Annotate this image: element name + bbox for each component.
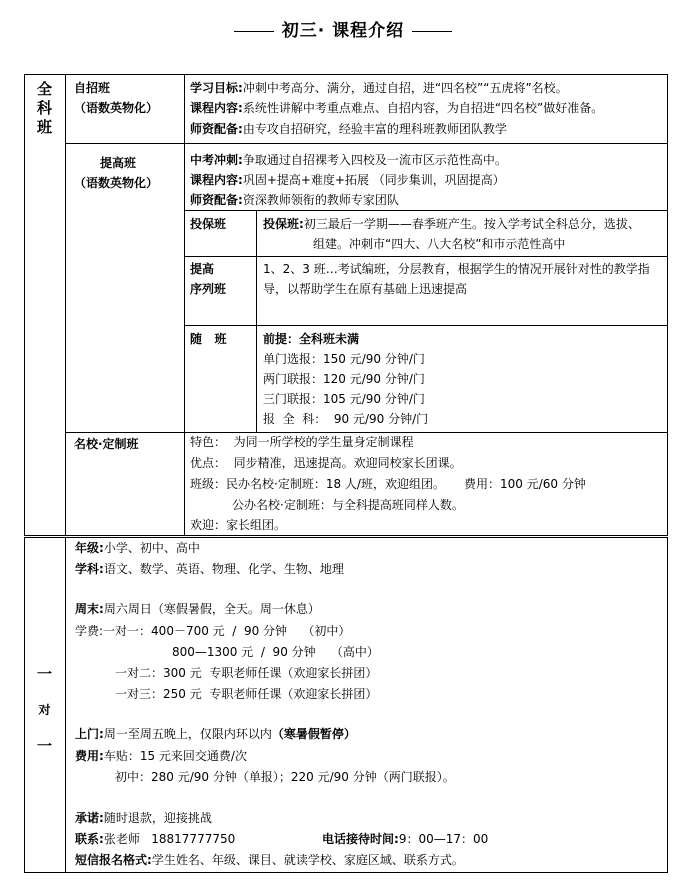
- suiban-label: 随 班: [190, 332, 227, 346]
- suiban-price: 三门联报：105 元/90 分钟/门: [263, 392, 425, 406]
- suiban-price: 单门选报：150 元/90 分钟/门: [263, 352, 425, 366]
- fee-line: 800—1300 元 / 90 分钟 （高中）: [172, 645, 379, 659]
- grade-line: 年级:小学、初中、高中: [75, 541, 200, 555]
- visit-line: 上门:周一至周五晚上，仅限内环以内（寒暑假暂停）: [75, 727, 356, 741]
- xulie-line1: 1、2、3 班…考试编班，分层教育，根据学生的情况开展针对性的教学指: [263, 262, 650, 276]
- category-char: 对: [38, 703, 51, 717]
- divider: [184, 325, 667, 326]
- promise-line: 承诺:随时退款，迎接挑战: [75, 811, 212, 825]
- hours-line: 电话接待时间:9：00—17：00: [322, 832, 489, 846]
- xulie-label-2: 序列班: [190, 282, 227, 296]
- divider: [256, 210, 257, 432]
- xulie-label-1: 提高: [190, 262, 215, 276]
- sms-line: 短信报名格式:学生姓名、年级、课目、就读学校、家庭区域、联系方式。: [75, 853, 464, 867]
- title-text: 初三· 课程介绍: [281, 21, 405, 41]
- suiban-price: 报 全 科： 90 元/90 分钟/门: [263, 412, 429, 426]
- dingzhi-line: 特色： 为同一所学校的学生量身定制课程: [190, 435, 414, 449]
- zizhao-teachers: 师资配备:由专攻自招研究，经验丰富的理科班教师团队教学: [190, 122, 507, 136]
- tigao-goal: 中考冲刺:争取通过自招裸考入四校及一流市区示范性高中。: [190, 153, 507, 167]
- toubao-line2: 组建。冲刺市“四大、八大名校”和市示范性高中: [313, 237, 566, 251]
- divider: [65, 537, 66, 873]
- tigao-subjects: （语数英物化）: [74, 176, 159, 190]
- weekend-line: 周末:周六周日（寒假暑假，全天。周一休息）: [75, 602, 320, 616]
- tigao-name: 提高班: [100, 156, 137, 170]
- fee-line: 一对三：250 元 专职老师任课（欢迎家长拼团）: [115, 687, 378, 701]
- toubao-line1: 投保班:初三最后一学期——春季班产生。按入学考试全科总分，选拔、: [263, 217, 640, 231]
- fee-line: 一对二：300 元 专职老师任课（欢迎家长拼团）: [115, 666, 378, 680]
- title-dash-right: [412, 31, 452, 32]
- page-title: [0, 16, 686, 41]
- fee-line: 学费:一对一：400－700 元 / 90 分钟 （初中）: [75, 624, 351, 638]
- zizhao-goal: 学习目标:冲刺中考高分、满分，通过自招，进“四名校”“五虎将”名校。: [190, 81, 568, 95]
- zizhao-content: 课程内容:系统性讲解中考重点难点、自招内容，为自招进“四名校”做好准备。: [190, 101, 604, 115]
- tigao-teachers: 师资配备:资深教师领衔的教师专家团队: [190, 193, 399, 207]
- full-class-category: [24, 80, 65, 137]
- dingzhi-line: 班级：民办名校·定制班：18 人/班，欢迎组团。 费用：100 元/60 分钟: [190, 477, 586, 491]
- cost-line-2: 初中：280 元/90 分钟（单报）；220 元/90 分钟（两门联报）。: [115, 770, 455, 784]
- one-on-one-category: [24, 656, 65, 764]
- category-char: 班: [36, 118, 52, 136]
- category-char: 全: [36, 80, 52, 98]
- zizhao-subjects: （语数英物化）: [74, 101, 159, 115]
- xulie-line2: 导，以帮助学生在原有基础上迅速提高: [263, 282, 468, 296]
- dingzhi-name: 名校·定制班: [74, 437, 139, 451]
- title-dash-left: [234, 31, 274, 32]
- divider: [184, 256, 667, 257]
- toubao-label: 投保班: [190, 217, 227, 231]
- divider: [65, 143, 667, 144]
- subject-line: 学科:语文、数学、英语、物理、化学、生物、地理: [75, 562, 344, 576]
- divider: [184, 210, 667, 211]
- suiban-premise: 前提：全科班未满: [263, 332, 360, 346]
- dingzhi-line: 优点： 同步精准，迅速提高。欢迎同校家长团课。: [190, 456, 462, 470]
- contact-line: 联系:张老师 18817777750: [75, 832, 236, 846]
- suiban-price: 两门联报：120 元/90 分钟/门: [263, 372, 425, 386]
- category-char: 一: [36, 665, 52, 683]
- category-char: 科: [36, 99, 52, 117]
- dingzhi-line: 欢迎：家长组团。: [190, 518, 287, 532]
- cost-line: 费用:车贴：15 元来回交通费/次: [75, 749, 247, 763]
- category-char: 一: [36, 737, 52, 755]
- tigao-content: 课程内容:巩固+提高+难度+拓展 （同步集训，巩固提高）: [190, 173, 505, 187]
- zizhao-name: 自招班: [74, 81, 111, 95]
- dingzhi-line: 公办名校·定制班：与全科提高班同样人数。: [232, 498, 464, 512]
